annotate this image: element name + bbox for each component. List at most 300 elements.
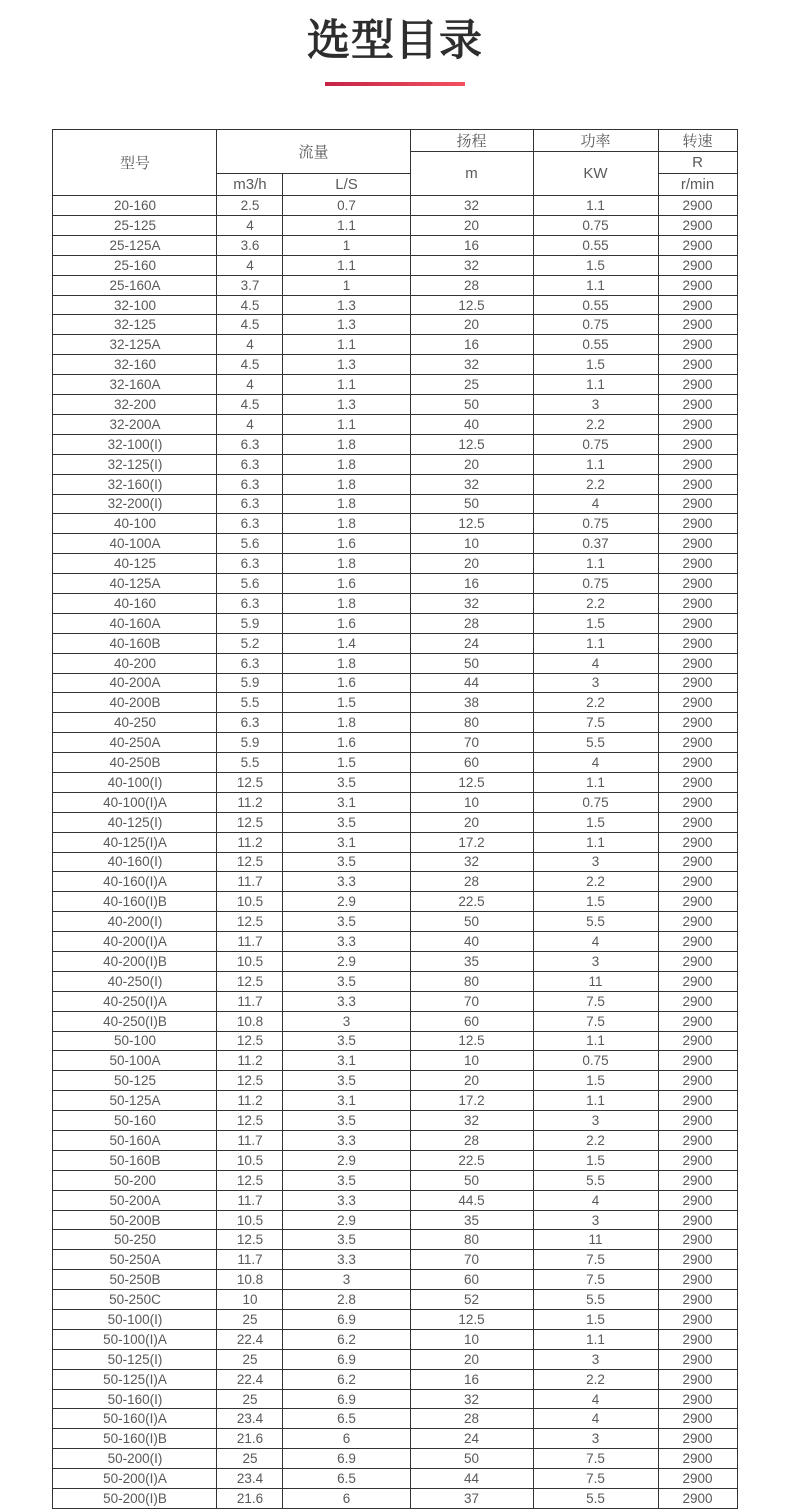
- cell-flow-m3h: 11.7: [217, 991, 283, 1011]
- cell-model: 32-200A: [53, 414, 217, 434]
- cell-model: 50-200(I): [53, 1449, 217, 1469]
- cell-flow-ls: 6.5: [283, 1469, 410, 1489]
- cell-model: 50-250C: [53, 1290, 217, 1310]
- table-row: [53, 1329, 737, 1349]
- cell-flow-m3h: 23.4: [217, 1409, 283, 1429]
- cell-power-kw: 0.75: [533, 574, 658, 594]
- cell-flow-m3h: 25: [217, 1349, 283, 1369]
- table-row: [53, 534, 737, 554]
- cell-head-m: 20: [410, 812, 533, 832]
- table-row: [53, 1290, 737, 1310]
- cell-speed-rpm: 2900: [658, 832, 737, 852]
- cell-model: 50-250A: [53, 1250, 217, 1270]
- cell-power-kw: 3: [533, 951, 658, 971]
- cell-speed-rpm: 2900: [658, 1409, 737, 1429]
- cell-model: 40-160(I)A: [53, 872, 217, 892]
- table-row: [53, 713, 737, 733]
- cell-power-kw: 0.55: [533, 295, 658, 315]
- cell-speed-rpm: 2900: [658, 1349, 737, 1369]
- cell-flow-ls: 3.5: [283, 912, 410, 932]
- cell-flow-ls: 1.4: [283, 633, 410, 653]
- cell-flow-ls: 3.1: [283, 832, 410, 852]
- cell-flow-ls: 1.1: [283, 335, 410, 355]
- cell-flow-ls: 3: [283, 1270, 410, 1290]
- table-row: [53, 872, 737, 892]
- cell-power-kw: 1.5: [533, 355, 658, 375]
- cell-speed-rpm: 2900: [658, 534, 737, 554]
- cell-power-kw: 3: [533, 395, 658, 415]
- cell-power-kw: 4: [533, 653, 658, 673]
- cell-flow-ls: 6.9: [283, 1449, 410, 1469]
- table-row: [53, 633, 737, 653]
- cell-flow-ls: 1.6: [283, 574, 410, 594]
- cell-flow-ls: 3.1: [283, 792, 410, 812]
- cell-power-kw: 4: [533, 1389, 658, 1409]
- cell-model: 50-160B: [53, 1150, 217, 1170]
- cell-model: 32-100: [53, 295, 217, 315]
- cell-flow-ls: 1: [283, 275, 410, 295]
- cell-flow-m3h: 6.3: [217, 434, 283, 454]
- cell-model: 32-160(I): [53, 474, 217, 494]
- cell-flow-ls: 3.5: [283, 971, 410, 991]
- cell-head-m: 32: [410, 852, 533, 872]
- table-row: [53, 932, 737, 952]
- cell-power-kw: 1.5: [533, 255, 658, 275]
- cell-flow-ls: 2.9: [283, 1150, 410, 1170]
- cell-power-kw: 1.1: [533, 772, 658, 792]
- table-row: [53, 1369, 737, 1389]
- cell-model: 32-200(I): [53, 494, 217, 514]
- cell-power-kw: 3: [533, 852, 658, 872]
- cell-speed-rpm: 2900: [658, 1389, 737, 1409]
- cell-flow-ls: 2.9: [283, 892, 410, 912]
- cell-flow-m3h: 4: [217, 375, 283, 395]
- cell-power-kw: 0.75: [533, 514, 658, 534]
- cell-head-m: 28: [410, 1131, 533, 1151]
- cell-speed-rpm: 2900: [658, 395, 737, 415]
- cell-power-kw: 7.5: [533, 1449, 658, 1469]
- cell-flow-ls: 1.8: [283, 494, 410, 514]
- cell-model: 50-160: [53, 1111, 217, 1131]
- cell-power-kw: 4: [533, 494, 658, 514]
- cell-head-m: 28: [410, 275, 533, 295]
- cell-flow-m3h: 12.5: [217, 812, 283, 832]
- cell-head-m: 35: [410, 951, 533, 971]
- cell-speed-rpm: 2900: [658, 673, 737, 693]
- cell-flow-ls: 6.2: [283, 1329, 410, 1349]
- cell-flow-ls: 1.8: [283, 653, 410, 673]
- cell-power-kw: 7.5: [533, 991, 658, 1011]
- cell-model: 50-100A: [53, 1051, 217, 1071]
- cell-head-m: 22.5: [410, 1150, 533, 1170]
- cell-flow-ls: 6.2: [283, 1369, 410, 1389]
- cell-flow-ls: 1.6: [283, 733, 410, 753]
- cell-head-m: 40: [410, 932, 533, 952]
- cell-model: 25-160: [53, 255, 217, 275]
- cell-flow-m3h: 25: [217, 1389, 283, 1409]
- cell-model: 50-100: [53, 1031, 217, 1051]
- cell-head-m: 52: [410, 1290, 533, 1310]
- cell-flow-m3h: 11.2: [217, 1051, 283, 1071]
- cell-flow-m3h: 6.3: [217, 474, 283, 494]
- cell-flow-ls: 6.9: [283, 1349, 410, 1369]
- cell-power-kw: 0.55: [533, 335, 658, 355]
- cell-power-kw: 7.5: [533, 1270, 658, 1290]
- cell-head-m: 16: [410, 1369, 533, 1389]
- cell-model: 50-125(I)A: [53, 1369, 217, 1389]
- cell-head-m: 32: [410, 474, 533, 494]
- cell-model: 40-160: [53, 593, 217, 613]
- cell-speed-rpm: 2900: [658, 275, 737, 295]
- cell-speed-rpm: 2900: [658, 1310, 737, 1330]
- cell-model: 50-160(I)B: [53, 1429, 217, 1449]
- cell-model: 40-200(I): [53, 912, 217, 932]
- selection-table-header: [53, 130, 737, 196]
- table-row: [53, 912, 737, 932]
- cell-model: 32-160: [53, 355, 217, 375]
- cell-speed-rpm: 2900: [658, 514, 737, 534]
- cell-flow-m3h: 5.9: [217, 673, 283, 693]
- cell-speed-rpm: 2900: [658, 454, 737, 474]
- col-header-speed: 转速: [658, 130, 737, 152]
- table-row: [53, 1409, 737, 1429]
- cell-speed-rpm: 2900: [658, 494, 737, 514]
- cell-flow-m3h: 11.7: [217, 872, 283, 892]
- cell-power-kw: 3: [533, 1111, 658, 1131]
- cell-power-kw: 7.5: [533, 1250, 658, 1270]
- cell-flow-ls: 1.3: [283, 355, 410, 375]
- cell-power-kw: 1.5: [533, 1150, 658, 1170]
- cell-flow-ls: 6: [283, 1429, 410, 1449]
- cell-head-m: 50: [410, 395, 533, 415]
- cell-speed-rpm: 2900: [658, 1270, 737, 1290]
- cell-flow-m3h: 5.5: [217, 753, 283, 773]
- cell-head-m: 17.2: [410, 1091, 533, 1111]
- table-row: [53, 832, 737, 852]
- cell-speed-rpm: 2900: [658, 991, 737, 1011]
- cell-speed-rpm: 2900: [658, 295, 737, 315]
- cell-power-kw: 2.2: [533, 474, 658, 494]
- cell-head-m: 17.2: [410, 832, 533, 852]
- cell-flow-ls: 3.5: [283, 1111, 410, 1131]
- col-header-flow-m3h: m3/h: [217, 174, 283, 196]
- table-row: [53, 892, 737, 912]
- cell-speed-rpm: 2900: [658, 414, 737, 434]
- cell-head-m: 32: [410, 355, 533, 375]
- cell-power-kw: 4: [533, 932, 658, 952]
- cell-speed-rpm: 2900: [658, 335, 737, 355]
- cell-flow-m3h: 4: [217, 216, 283, 236]
- table-row: [53, 1051, 737, 1071]
- cell-flow-m3h: 11.7: [217, 932, 283, 952]
- cell-flow-ls: 6.5: [283, 1409, 410, 1429]
- header-row-1: [53, 130, 737, 152]
- cell-model: 32-125: [53, 315, 217, 335]
- cell-flow-ls: 3.5: [283, 812, 410, 832]
- cell-flow-ls: 3.3: [283, 1131, 410, 1151]
- cell-model: 50-200: [53, 1170, 217, 1190]
- cell-head-m: 20: [410, 554, 533, 574]
- cell-speed-rpm: 2900: [658, 1469, 737, 1489]
- cell-speed-rpm: 2900: [658, 792, 737, 812]
- cell-flow-ls: 6: [283, 1489, 410, 1509]
- cell-head-m: 60: [410, 1011, 533, 1031]
- cell-power-kw: 7.5: [533, 713, 658, 733]
- cell-speed-rpm: 2900: [658, 1250, 737, 1270]
- cell-power-kw: 3: [533, 673, 658, 693]
- cell-head-m: 50: [410, 1449, 533, 1469]
- table-row: [53, 1111, 737, 1131]
- cell-head-m: 24: [410, 633, 533, 653]
- cell-speed-rpm: 2900: [658, 315, 737, 335]
- cell-head-m: 20: [410, 454, 533, 474]
- table-row: [53, 375, 737, 395]
- cell-head-m: 22.5: [410, 892, 533, 912]
- cell-model: 50-125A: [53, 1091, 217, 1111]
- cell-flow-ls: 1.8: [283, 514, 410, 534]
- cell-flow-m3h: 11.7: [217, 1250, 283, 1270]
- cell-speed-rpm: 2900: [658, 1329, 737, 1349]
- cell-model: 32-200: [53, 395, 217, 415]
- cell-speed-rpm: 2900: [658, 653, 737, 673]
- table-row: [53, 991, 737, 1011]
- selection-table-body: [53, 196, 737, 1509]
- cell-flow-ls: 1.8: [283, 713, 410, 733]
- cell-head-m: 50: [410, 912, 533, 932]
- cell-flow-m3h: 6.3: [217, 554, 283, 574]
- page-title: 选型目录: [307, 17, 483, 65]
- cell-head-m: 50: [410, 1170, 533, 1190]
- cell-head-m: 10: [410, 1329, 533, 1349]
- cell-flow-m3h: 10.5: [217, 951, 283, 971]
- cell-speed-rpm: 2900: [658, 1011, 737, 1031]
- cell-flow-ls: 3.1: [283, 1051, 410, 1071]
- cell-head-m: 10: [410, 792, 533, 812]
- table-row: [53, 593, 737, 613]
- cell-speed-rpm: 2900: [658, 593, 737, 613]
- cell-head-m: 32: [410, 196, 533, 216]
- cell-flow-m3h: 12.5: [217, 772, 283, 792]
- cell-power-kw: 0.75: [533, 792, 658, 812]
- cell-power-kw: 2.2: [533, 414, 658, 434]
- cell-speed-rpm: 2900: [658, 1131, 737, 1151]
- table-row: [53, 772, 737, 792]
- cell-head-m: 38: [410, 693, 533, 713]
- cell-model: 50-200(I)B: [53, 1489, 217, 1509]
- cell-flow-ls: 1.8: [283, 554, 410, 574]
- cell-power-kw: 3: [533, 1349, 658, 1369]
- cell-speed-rpm: 2900: [658, 1091, 737, 1111]
- cell-head-m: 20: [410, 1349, 533, 1369]
- table-row: [53, 733, 737, 753]
- cell-flow-m3h: 23.4: [217, 1469, 283, 1489]
- cell-head-m: 24: [410, 1429, 533, 1449]
- cell-speed-rpm: 2900: [658, 1429, 737, 1449]
- table-row: [53, 653, 737, 673]
- cell-flow-m3h: 25: [217, 1310, 283, 1330]
- table-row: [53, 693, 737, 713]
- cell-speed-rpm: 2900: [658, 971, 737, 991]
- cell-flow-m3h: 6.3: [217, 593, 283, 613]
- cell-flow-ls: 1.5: [283, 693, 410, 713]
- cell-speed-rpm: 2900: [658, 872, 737, 892]
- cell-flow-m3h: 11.7: [217, 1131, 283, 1151]
- cell-model: 40-160B: [53, 633, 217, 653]
- cell-flow-m3h: 4.5: [217, 295, 283, 315]
- cell-flow-m3h: 5.9: [217, 733, 283, 753]
- table-row: [53, 1310, 737, 1330]
- table-row: [53, 235, 737, 255]
- cell-flow-m3h: 5.9: [217, 613, 283, 633]
- cell-flow-m3h: 12.5: [217, 1230, 283, 1250]
- cell-flow-m3h: 3.6: [217, 235, 283, 255]
- cell-power-kw: 7.5: [533, 1011, 658, 1031]
- cell-flow-ls: 3.3: [283, 991, 410, 1011]
- table-row: [53, 554, 737, 574]
- cell-flow-ls: 3.3: [283, 872, 410, 892]
- cell-flow-ls: 1.8: [283, 434, 410, 454]
- cell-power-kw: 0.75: [533, 434, 658, 454]
- table-row: [53, 275, 737, 295]
- cell-speed-rpm: 2900: [658, 1031, 737, 1051]
- cell-model: 40-125(I): [53, 812, 217, 832]
- cell-speed-rpm: 2900: [658, 255, 737, 275]
- cell-flow-m3h: 5.2: [217, 633, 283, 653]
- cell-model: 40-100A: [53, 534, 217, 554]
- cell-flow-m3h: 11.7: [217, 1190, 283, 1210]
- cell-head-m: 12.5: [410, 514, 533, 534]
- cell-power-kw: 1.1: [533, 1329, 658, 1349]
- cell-power-kw: 2.2: [533, 593, 658, 613]
- table-row: [53, 1011, 737, 1031]
- cell-flow-ls: 1.5: [283, 753, 410, 773]
- cell-model: 32-100(I): [53, 434, 217, 454]
- cell-flow-ls: 6.9: [283, 1310, 410, 1330]
- cell-flow-m3h: 4: [217, 335, 283, 355]
- cell-model: 40-200: [53, 653, 217, 673]
- table-row: [53, 1091, 737, 1111]
- table-row: [53, 1429, 737, 1449]
- cell-power-kw: 5.5: [533, 912, 658, 932]
- cell-power-kw: 1.5: [533, 892, 658, 912]
- cell-head-m: 12.5: [410, 434, 533, 454]
- cell-speed-rpm: 2900: [658, 216, 737, 236]
- table-row: [53, 1230, 737, 1250]
- cell-power-kw: 0.37: [533, 534, 658, 554]
- cell-flow-ls: 1.3: [283, 295, 410, 315]
- cell-flow-ls: 1.1: [283, 414, 410, 434]
- cell-power-kw: 3: [533, 1429, 658, 1449]
- cell-head-m: 37: [410, 1489, 533, 1509]
- table-row: [53, 1150, 737, 1170]
- cell-model: 40-200B: [53, 693, 217, 713]
- cell-power-kw: 5.5: [533, 1489, 658, 1509]
- cell-speed-rpm: 2900: [658, 613, 737, 633]
- cell-flow-m3h: 12.5: [217, 971, 283, 991]
- cell-model: 50-200(I)A: [53, 1469, 217, 1489]
- cell-model: 50-125: [53, 1071, 217, 1091]
- table-row: [53, 1349, 737, 1369]
- cell-flow-m3h: 4: [217, 414, 283, 434]
- cell-flow-ls: 3.5: [283, 852, 410, 872]
- cell-speed-rpm: 2900: [658, 753, 737, 773]
- col-header-head: 扬程: [410, 130, 533, 152]
- cell-head-m: 80: [410, 971, 533, 991]
- col-header-speed-unit-r: R: [658, 152, 737, 174]
- cell-head-m: 20: [410, 216, 533, 236]
- table-row: [53, 315, 737, 335]
- cell-speed-rpm: 2900: [658, 1230, 737, 1250]
- table-row: [53, 951, 737, 971]
- cell-model: 25-160A: [53, 275, 217, 295]
- col-header-speed-unit-rmin: r/min: [658, 174, 737, 196]
- cell-model: 50-250B: [53, 1270, 217, 1290]
- cell-flow-ls: 1.6: [283, 534, 410, 554]
- cell-model: 40-250(I)B: [53, 1011, 217, 1031]
- cell-flow-m3h: 21.6: [217, 1429, 283, 1449]
- cell-power-kw: 1.5: [533, 812, 658, 832]
- table-row: [53, 216, 737, 236]
- table-row: [53, 335, 737, 355]
- cell-speed-rpm: 2900: [658, 633, 737, 653]
- table-row: [53, 454, 737, 474]
- cell-model: 25-125: [53, 216, 217, 236]
- cell-model: 40-200(I)A: [53, 932, 217, 952]
- cell-head-m: 16: [410, 335, 533, 355]
- cell-speed-rpm: 2900: [658, 1071, 737, 1091]
- table-row: [53, 574, 737, 594]
- cell-model: 50-160A: [53, 1131, 217, 1151]
- cell-model: 32-125A: [53, 335, 217, 355]
- cell-speed-rpm: 2900: [658, 1369, 737, 1389]
- cell-power-kw: 2.2: [533, 1369, 658, 1389]
- cell-flow-m3h: 6.3: [217, 454, 283, 474]
- cell-power-kw: 2.2: [533, 693, 658, 713]
- cell-speed-rpm: 2900: [658, 932, 737, 952]
- cell-head-m: 28: [410, 1409, 533, 1429]
- table-row: [53, 1489, 737, 1509]
- cell-head-m: 12.5: [410, 1310, 533, 1330]
- cell-model: 50-200B: [53, 1210, 217, 1230]
- table-row: [53, 1210, 737, 1230]
- cell-speed-rpm: 2900: [658, 1111, 737, 1131]
- table-row: [53, 673, 737, 693]
- cell-model: 50-160(I): [53, 1389, 217, 1409]
- cell-head-m: 70: [410, 733, 533, 753]
- cell-speed-rpm: 2900: [658, 693, 737, 713]
- cell-head-m: 44: [410, 673, 533, 693]
- table-row: [53, 1270, 737, 1290]
- cell-flow-ls: 3.5: [283, 1170, 410, 1190]
- cell-speed-rpm: 2900: [658, 1210, 737, 1230]
- cell-flow-ls: 0.7: [283, 196, 410, 216]
- cell-power-kw: 1.1: [533, 633, 658, 653]
- cell-flow-ls: 2.9: [283, 1210, 410, 1230]
- cell-head-m: 50: [410, 653, 533, 673]
- cell-head-m: 12.5: [410, 295, 533, 315]
- cell-flow-ls: 3.3: [283, 932, 410, 952]
- cell-power-kw: 11: [533, 971, 658, 991]
- cell-model: 50-125(I): [53, 1349, 217, 1369]
- table-row: [53, 1131, 737, 1151]
- cell-head-m: 80: [410, 713, 533, 733]
- table-row: [53, 355, 737, 375]
- col-header-head-unit: m: [410, 152, 533, 196]
- cell-head-m: 20: [410, 1071, 533, 1091]
- table-row: [53, 1170, 737, 1190]
- table-row: [53, 971, 737, 991]
- cell-flow-m3h: 10.5: [217, 1150, 283, 1170]
